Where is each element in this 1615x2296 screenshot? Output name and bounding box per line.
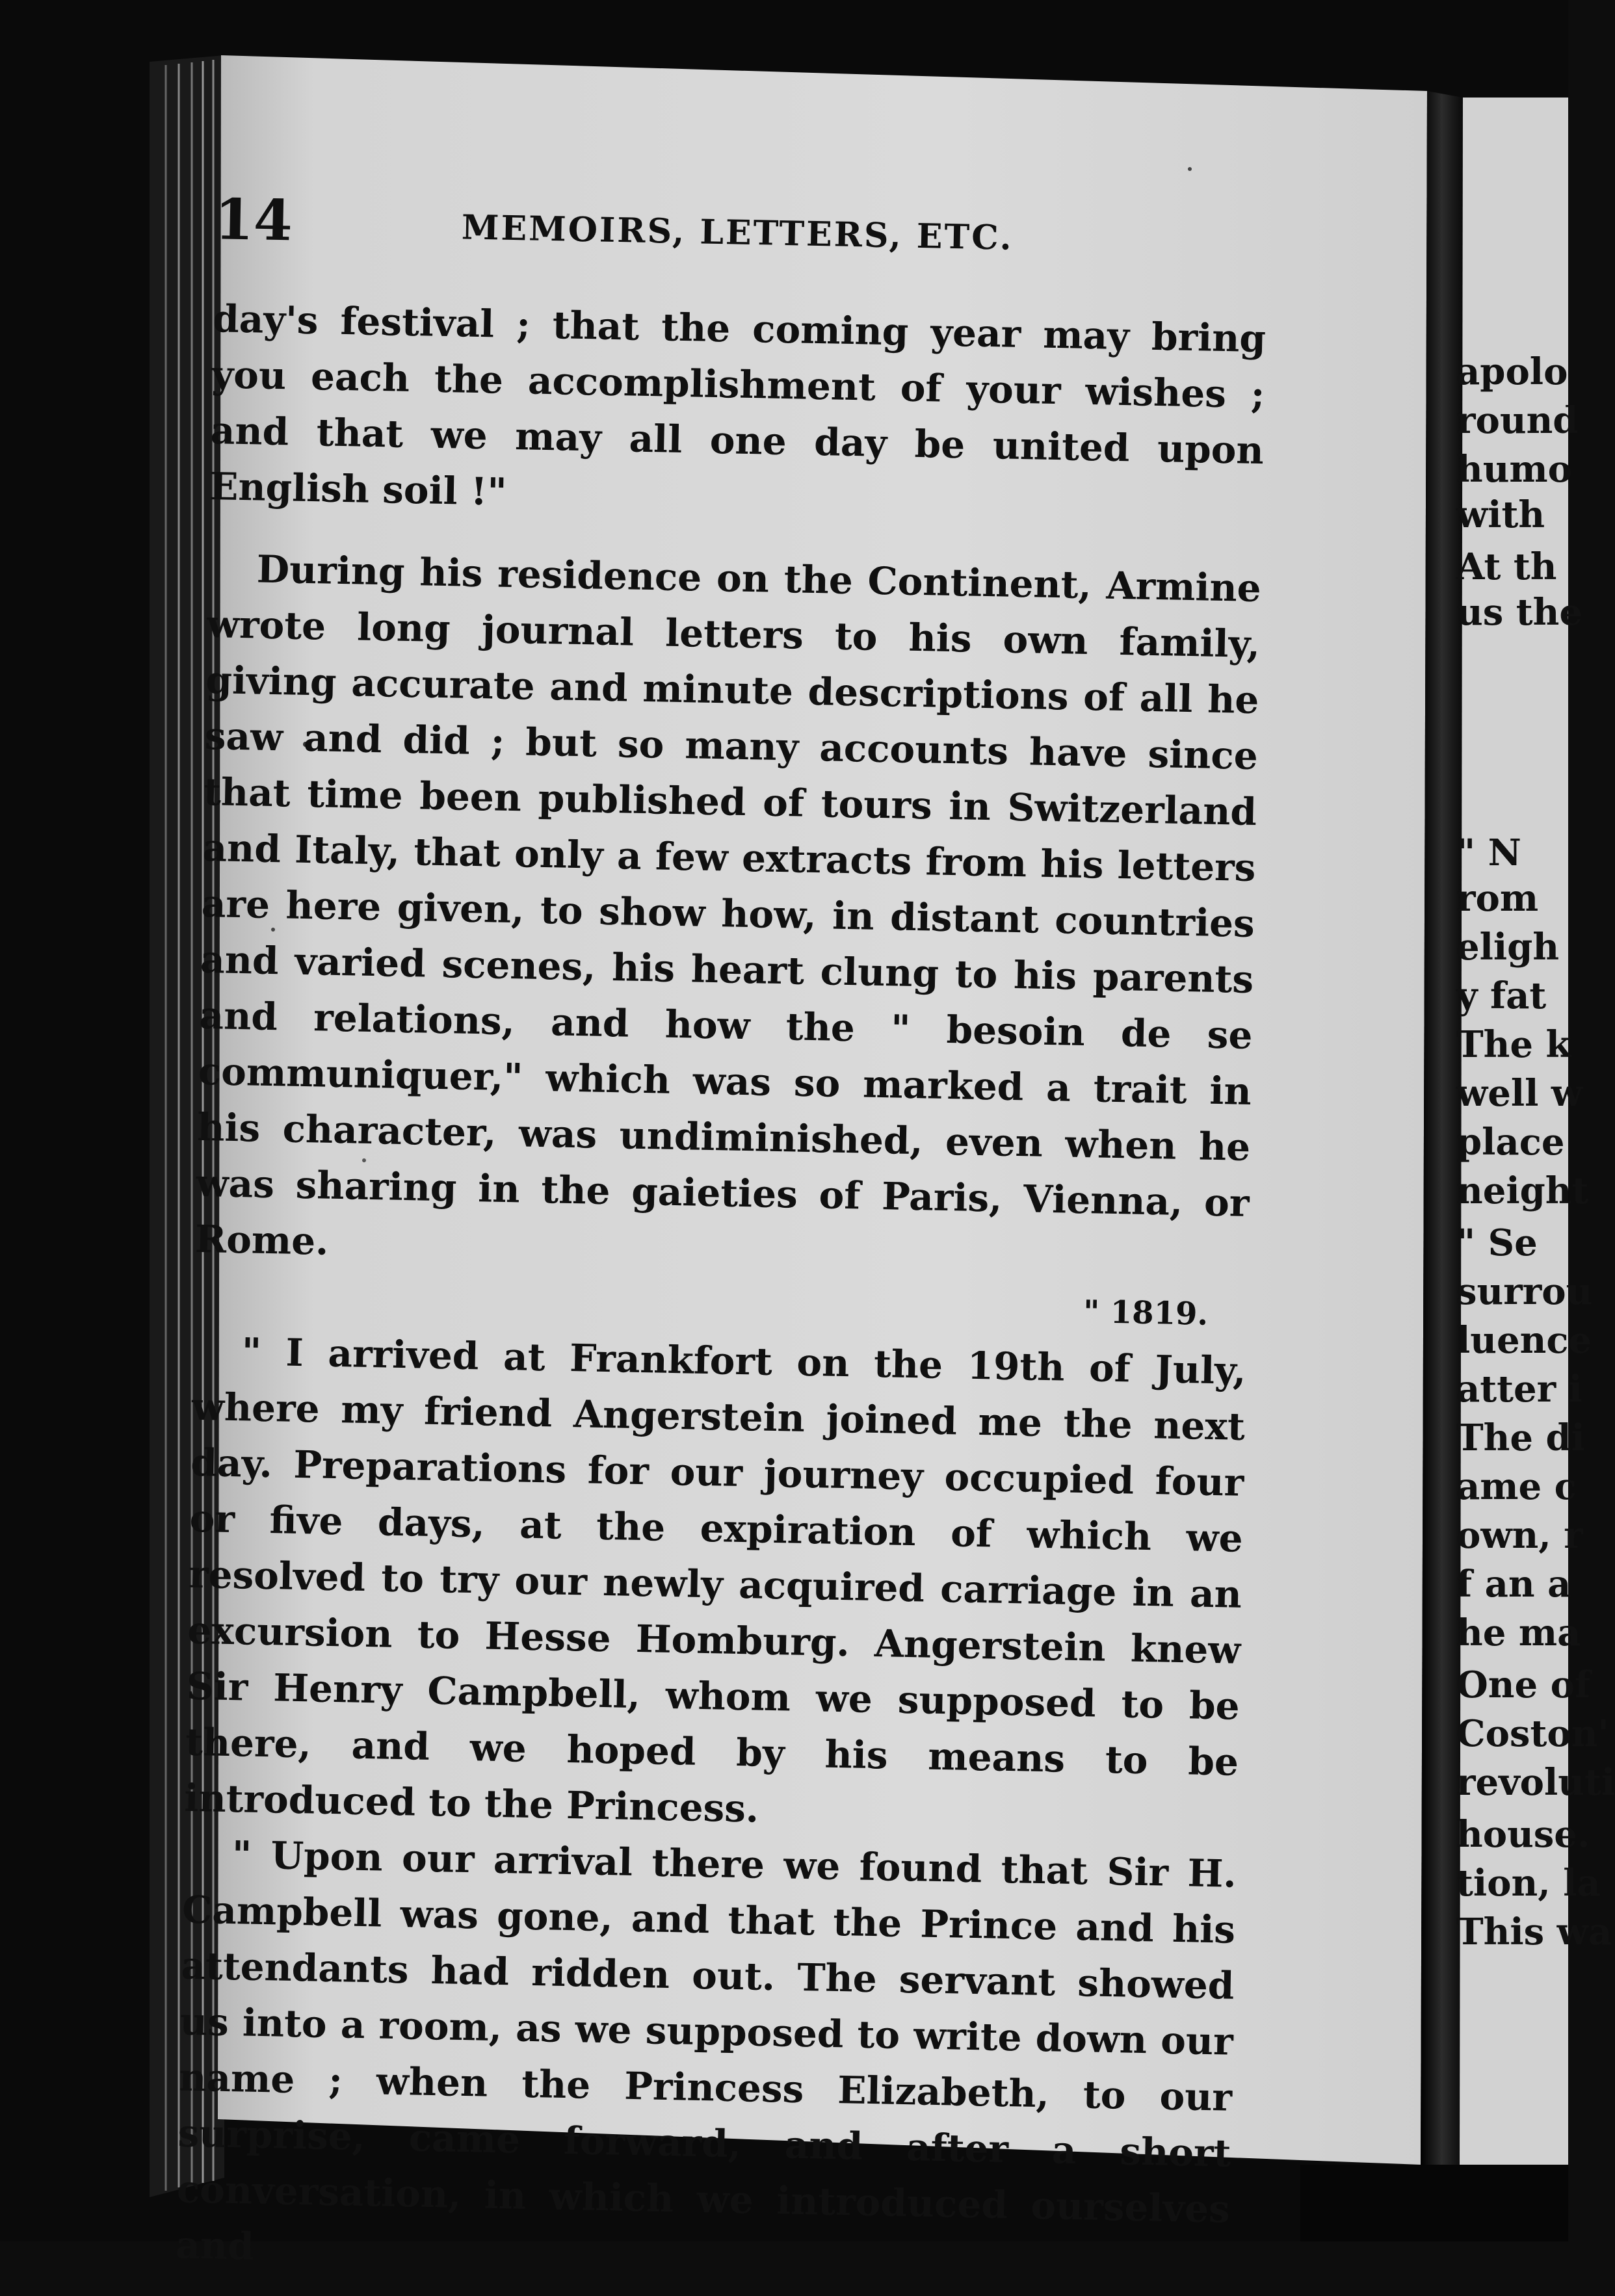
right-page-line: f an a xyxy=(1456,1563,1571,1606)
right-page-line: humo xyxy=(1456,448,1573,491)
right-page-line: At th xyxy=(1456,545,1557,588)
page-number: 14 xyxy=(214,187,293,254)
right-page-line: neight xyxy=(1456,1169,1589,1212)
right-page-line: atter i xyxy=(1456,1368,1582,1411)
paragraph-3: " I arrived at Frankfort on the 19th of July, where my friend Angerstein joined me the next day. Preparations for our journey occupied four or five days, at the expiration of which we resolved to try our newly acquired carriage in an excursion to Hesse Homburg. Angerstein knew Sir Henry Campbell, whom we supposed to be there, and we hoped by his means to be introduced to the Princess. xyxy=(183,1329,1247,1831)
right-page-line: round xyxy=(1456,399,1579,442)
dateline: " 1819. xyxy=(1083,1294,1209,1333)
right-page-line: The k xyxy=(1456,1023,1571,1066)
right-page-line: y fat xyxy=(1456,974,1547,1017)
right-page-line: with xyxy=(1456,493,1545,536)
right-page-line: place xyxy=(1456,1121,1565,1164)
right-page-line: he ma xyxy=(1456,1611,1581,1654)
paragraph-2: During his residence on the Continent, Armine wrote long journal letters to his own family, giving accurate and minute descriptions of all he saw and did ; but so many accounts have since that time been published of tours in Switzerland and Italy, that only a few extracts from his letters are here given, to show how, in distant countries and varied scenes, his heart clung to his parents and relations, and how the " besoin de se communiquer," which was so marked a trait in his character, was undiminished, even when he was sharing in the gaieties of Paris, Vienna, or Rome. xyxy=(194,547,1262,1264)
right-page-line: house. xyxy=(1456,1813,1590,1856)
right-page-line: revoluti xyxy=(1456,1761,1615,1804)
right-page-line: " N xyxy=(1456,831,1521,874)
paragraph-4: " Upon our arrival there we found that Sir H. Campbell was gone, and that the Prince and his attendants had ridden out. The servant showed us into a room, as we supposed to write down our name ; when the Princess Elizabeth, to our surprise, came forward, and after a short conversation, in which we introduced ourselves and xyxy=(175,1833,1237,2269)
right-page-line: One of xyxy=(1456,1663,1591,1706)
right-page-line: Coston' xyxy=(1456,1712,1609,1755)
right-page-fragment xyxy=(1456,98,1615,2165)
right-page-line: luence xyxy=(1456,1319,1592,1362)
body-text xyxy=(176,291,1267,2293)
running-head xyxy=(214,187,1385,287)
right-page-line: This wa xyxy=(1456,1911,1612,1953)
right-page-line: The di xyxy=(1456,1416,1585,1459)
right-page-line: ame c xyxy=(1456,1465,1577,1508)
paragraph-1: day's festival ; that the coming year may bring you each the accomplishment of your wishes ; and that we may all one day be united upon English soil !" xyxy=(209,296,1267,514)
right-page-line: surrou xyxy=(1456,1270,1593,1313)
right-page-line: apolo xyxy=(1456,350,1568,393)
right-page-line: " Se xyxy=(1456,1221,1538,1264)
right-page-line: well w xyxy=(1456,1072,1583,1115)
right-page-line: own, r xyxy=(1456,1514,1583,1557)
left-page xyxy=(175,50,1424,2269)
running-head-title: MEMOIRS, LETTERS, ETC. xyxy=(461,207,1014,258)
right-page-line: us the xyxy=(1456,591,1582,634)
right-page-line: rom xyxy=(1456,877,1539,920)
right-page-line: eligh xyxy=(1456,926,1560,969)
right-page-line: tion, la xyxy=(1456,1862,1601,1905)
